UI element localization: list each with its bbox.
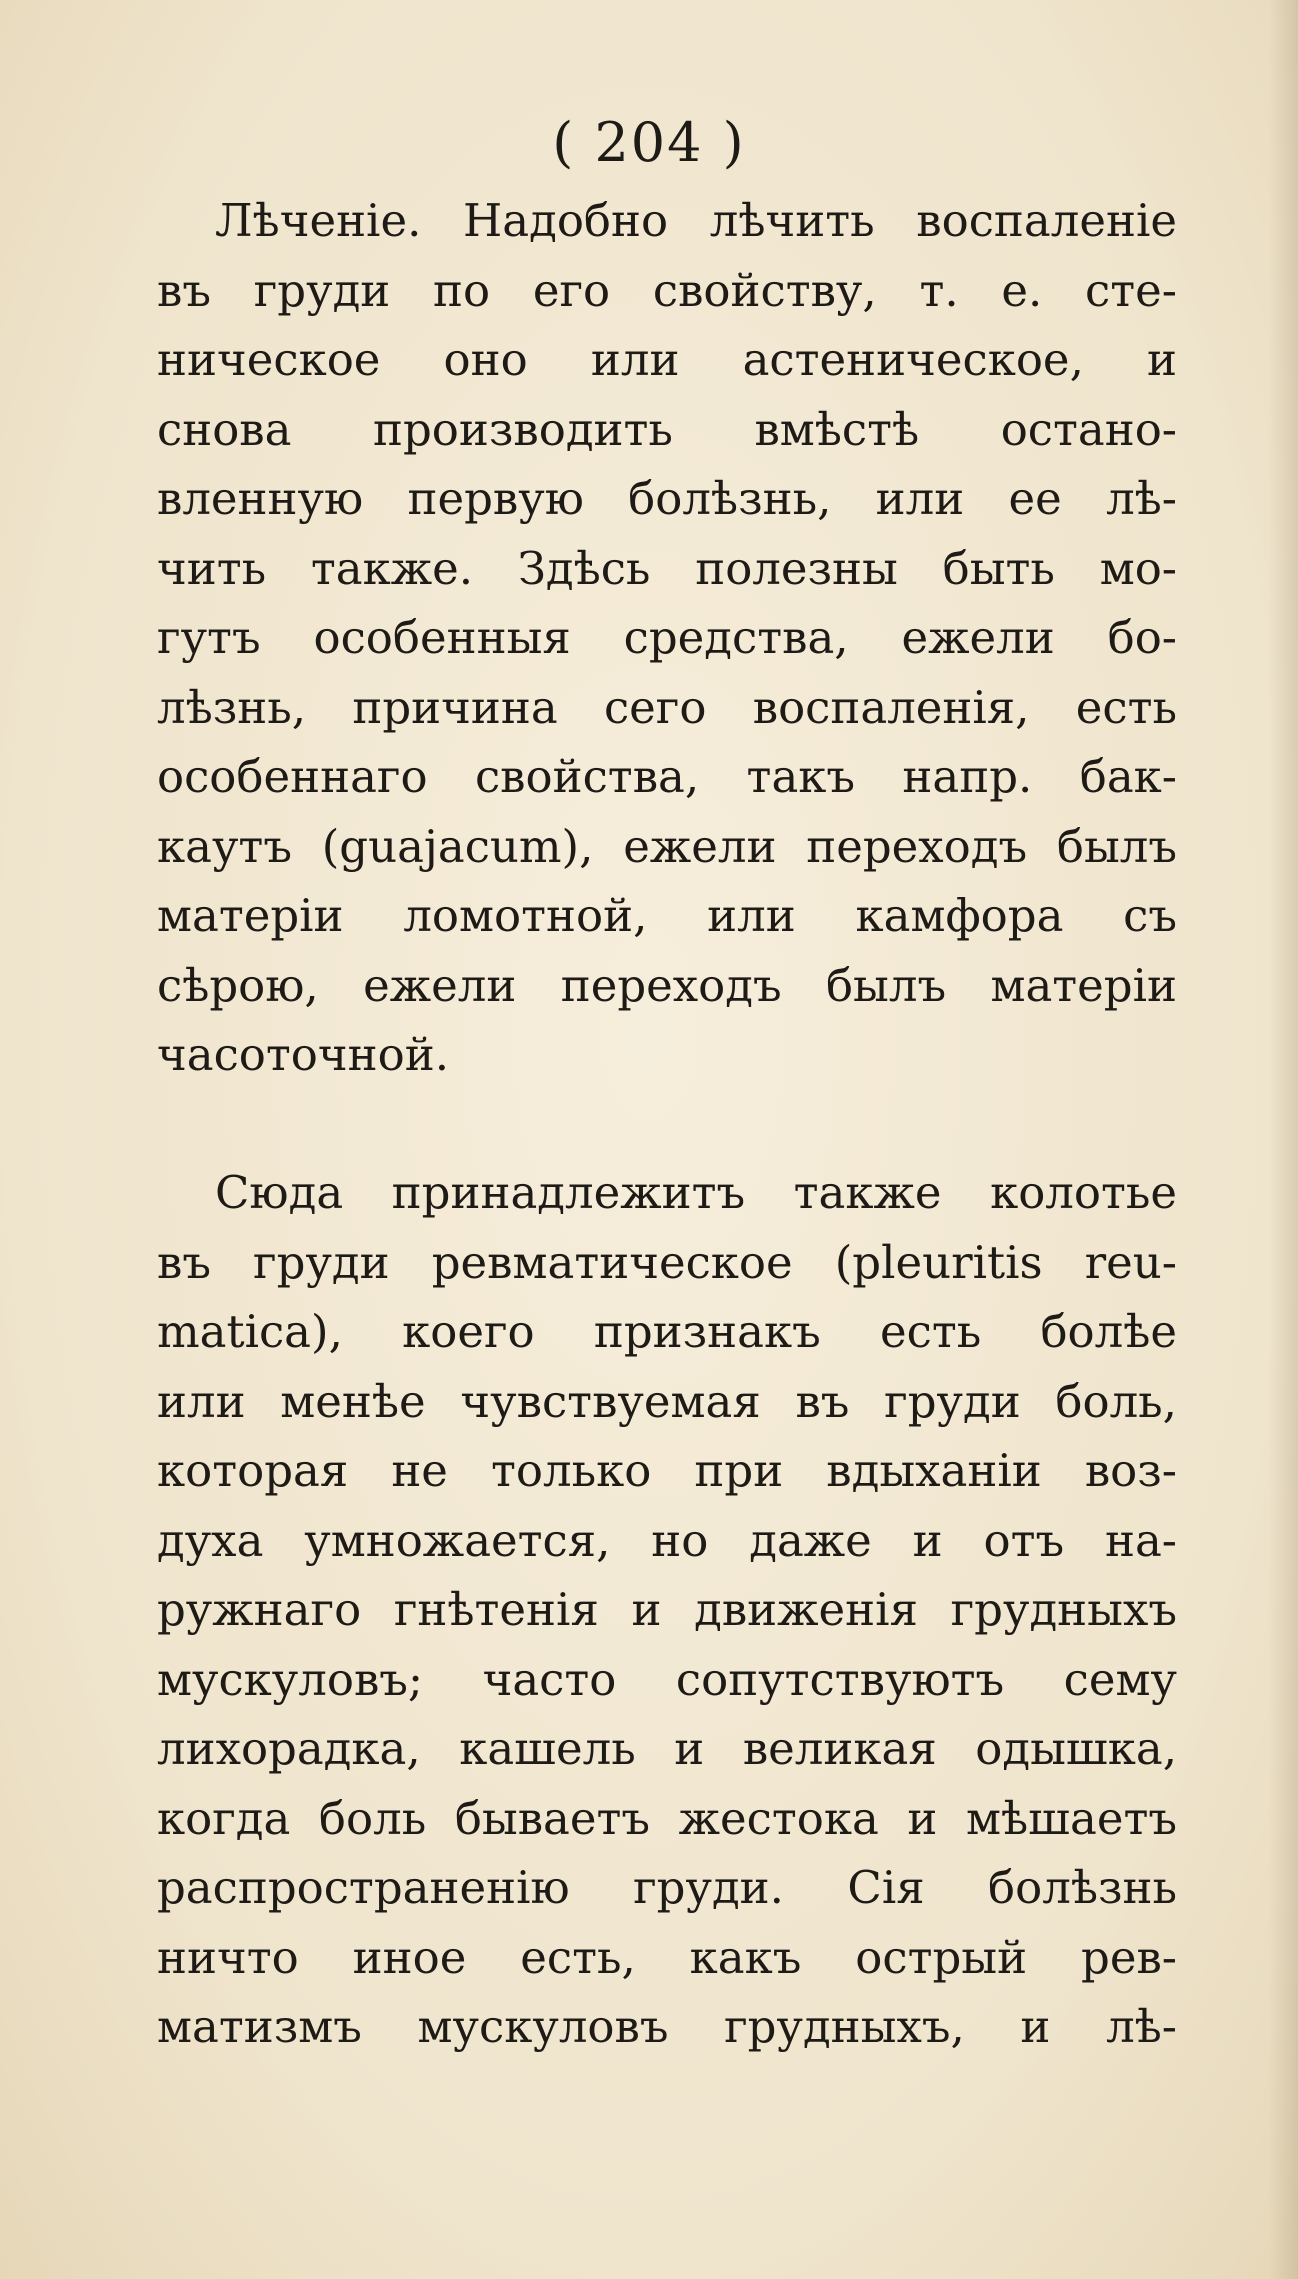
text-line: снова производить вмѣстѣ остано- — [157, 402, 1177, 456]
text-line: въ груди по его свойству, т. е. сте- — [157, 263, 1177, 317]
text-line: которая не только при вдыханiи воз- — [157, 1444, 1177, 1497]
text-line: когда боль бываетъ жестока и мѣшаетъ — [157, 1791, 1177, 1845]
text-line: лихорадка, кашель и великая одышка, — [157, 1722, 1177, 1775]
text-line: мускуловъ; часто сопутствуютъ сему — [157, 1652, 1177, 1706]
text-line: Сюда принадлежитъ также колотье — [215, 1166, 1177, 1219]
text-line: особеннаго свойства, такъ напр. бак- — [157, 750, 1177, 803]
page-number: ( 204 ) — [552, 111, 746, 174]
text-line: Лѣченiе. Надобно лѣчить воспаленiе — [215, 194, 1177, 247]
text-line: ническое оно или астеническое, и — [157, 333, 1177, 386]
text-line: каутъ (guajacum), ежели переходъ былъ — [157, 819, 1177, 873]
text-line: матерiи ломотной, или камфора съ — [157, 889, 1177, 942]
text-line: духа умножается, но даже и отъ на- — [157, 1513, 1177, 1567]
text-line: въ груди ревматическое (pleuritis reu- — [157, 1235, 1177, 1289]
text-line: сѣрою, ежели переходъ былъ матерiи — [157, 958, 1177, 1012]
text-line: лѣзнь, причина сего воспаленiя, есть — [157, 680, 1177, 734]
text-line: вленную первую болѣзнь, или ее лѣ- — [157, 472, 1177, 525]
text-line: или менѣе чувствуемая въ груди боль, — [157, 1374, 1177, 1428]
text-line: часоточной. — [157, 1028, 449, 1081]
text-line: матизмъ мускуловъ грудныхъ, и лѣ- — [157, 2000, 1177, 2053]
page-edge-shadow — [1268, 0, 1298, 2279]
text-line: распространенiю груди. Сiя болѣзнь — [157, 1861, 1177, 1914]
paragraph-rheumatic-pleurisy — [157, 1158, 1177, 2062]
text-line: чить также. Здѣсь полезны быть мо- — [157, 541, 1177, 595]
text-line: гутъ особенныя средства, ежели бо- — [157, 611, 1177, 664]
paragraph-treatment — [157, 186, 1177, 1090]
text-line: ружнаго гнѣтенiя и движенiя грудныхъ — [157, 1583, 1177, 1636]
text-line: ничто иное есть, какъ острый рев- — [157, 1930, 1177, 1984]
text-line: matica), коего признакъ есть болѣе — [157, 1305, 1177, 1358]
